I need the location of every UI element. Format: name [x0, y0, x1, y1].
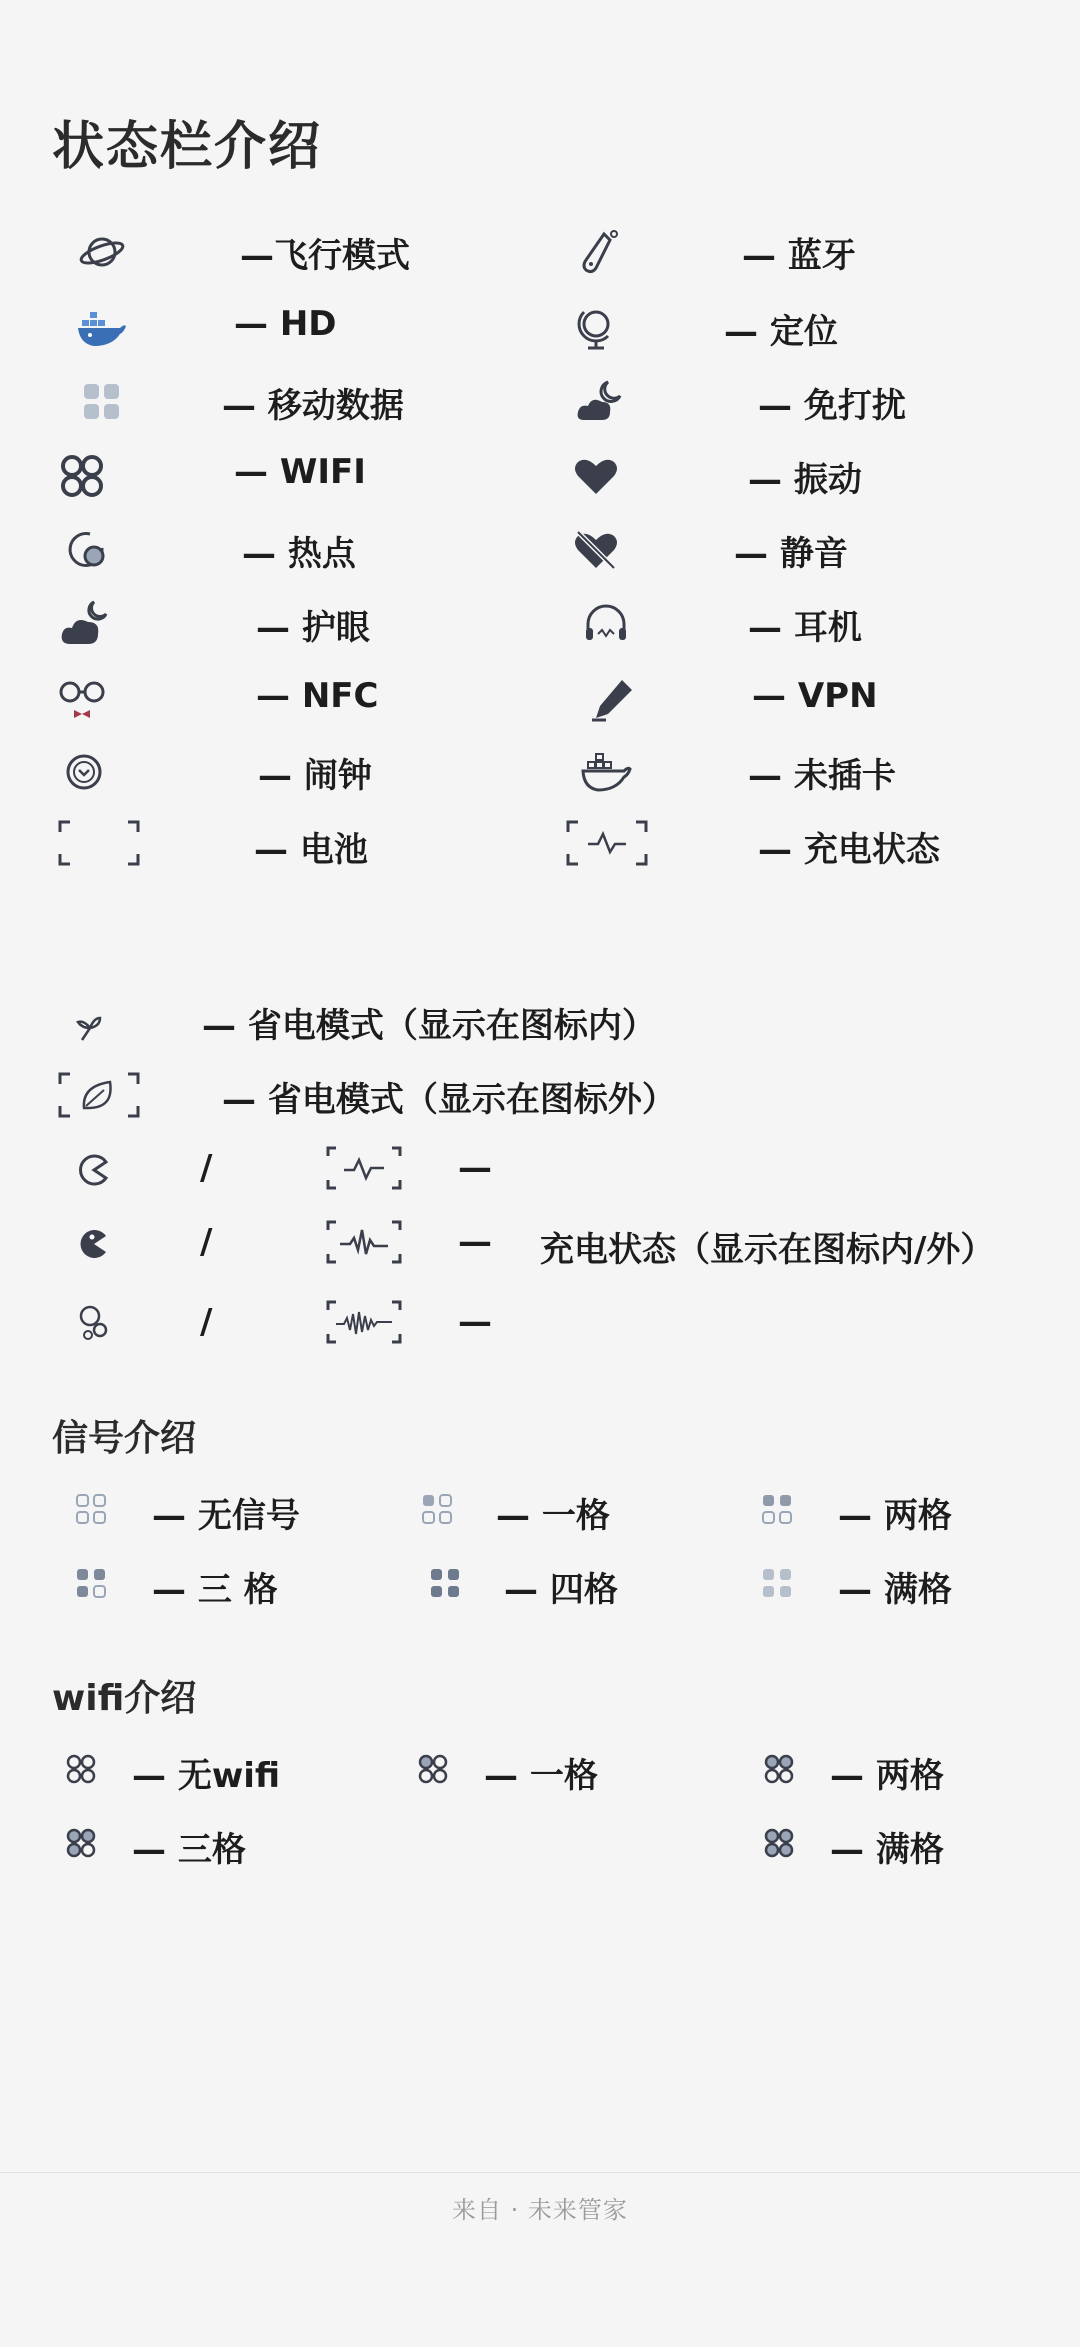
no-sim-docker-icon — [580, 746, 632, 798]
mobile-data-icon — [76, 376, 128, 428]
hotspot-label: — 热点 — [242, 534, 356, 574]
signal-none-icon — [74, 1492, 108, 1526]
wifi-two-bars-icon — [762, 1752, 796, 1786]
dnd-label: — 免打扰 — [758, 386, 906, 426]
charging-wave-frame-icon — [326, 1300, 402, 1344]
wifi-full-label: — 满格 — [830, 1830, 944, 1870]
signal-one-bar-icon — [420, 1492, 454, 1526]
wifi-one-bar-label: — 一格 — [484, 1756, 598, 1796]
vpn-label: — VPN — [752, 676, 878, 716]
signal-full-icon — [760, 1566, 794, 1600]
charging-pulse-frame-icon — [326, 1146, 402, 1190]
dash-separator: — — [458, 1302, 492, 1342]
signal-section-title: 信号介绍 — [52, 1418, 197, 1459]
flask-icon — [574, 226, 626, 278]
wifi-full-icon — [762, 1826, 796, 1860]
wifi-label: — WIFI — [234, 452, 366, 492]
mobile-data-label: — 移动数据 — [222, 386, 404, 426]
wifi-one-bar-icon — [416, 1752, 450, 1786]
hd-label: — HD — [234, 304, 337, 344]
slash-separator: / — [200, 1148, 213, 1188]
charging-frame-icon — [566, 820, 648, 866]
charging-label: — 充电状态 — [758, 830, 940, 870]
location-label: — 定位 — [724, 312, 838, 352]
wifi-none-label: — 无wifi — [132, 1756, 281, 1796]
wifi-section-title: wifi介绍 — [52, 1678, 197, 1719]
battery-frame-icon — [58, 820, 140, 866]
battery-label: — 电池 — [254, 830, 368, 870]
heart-icon — [570, 450, 622, 502]
pacman-filled-icon — [76, 1226, 112, 1262]
headphones-icon — [580, 598, 632, 650]
mute-label: — 静音 — [734, 534, 848, 574]
vibrate-label: — 振动 — [748, 460, 862, 500]
nfc-glasses-icon — [56, 674, 108, 726]
leaf-frame-icon — [58, 1072, 140, 1118]
slash-separator: / — [200, 1222, 213, 1262]
wifi-two-bars-label: — 两格 — [830, 1756, 944, 1796]
signal-one-bar-label: — 一格 — [496, 1496, 610, 1536]
dash-separator: — — [458, 1148, 492, 1188]
alarm-label: — 闹钟 — [258, 756, 372, 796]
dash-separator: — — [458, 1222, 492, 1262]
footer-divider — [0, 2172, 1080, 2173]
heart-off-icon — [570, 524, 622, 576]
wifi-three-bars-icon — [64, 1826, 98, 1860]
charging-ecg-frame-icon — [326, 1220, 402, 1264]
signal-none-label: — 无信号 — [152, 1496, 300, 1536]
wifi-icon — [56, 450, 108, 502]
charging-state-label: 充电状态（显示在图标内/外） — [540, 1230, 995, 1270]
pacman-outline-icon — [76, 1152, 112, 1188]
alarm-clock-icon — [58, 746, 110, 798]
slash-separator: / — [200, 1302, 213, 1342]
eye-care-moon-cloud-icon — [60, 598, 112, 650]
footer-credit[interactable]: 来自 · 未来管家 — [452, 2196, 628, 2224]
signal-three-bars-label: — 三 格 — [152, 1570, 278, 1610]
signal-three-bars-icon — [74, 1566, 108, 1600]
planet-icon — [76, 226, 128, 278]
globe-icon — [570, 302, 622, 354]
wifi-none-icon — [64, 1752, 98, 1786]
bluetooth-label: — 蓝牙 — [742, 236, 856, 276]
sprout-icon — [72, 1010, 106, 1044]
signal-full-label: — 满格 — [838, 1570, 952, 1610]
power-saver-outside-label: — 省电模式（显示在图标外） — [222, 1080, 676, 1120]
bubbles-icon — [76, 1302, 112, 1342]
docker-whale-icon — [76, 302, 128, 354]
airplane-mode-label: —飞行模式 — [240, 236, 410, 276]
page-title: 状态栏介绍 — [52, 117, 323, 177]
hotspot-icon — [60, 524, 112, 576]
headphones-label: — 耳机 — [748, 608, 862, 648]
no-sim-label: — 未插卡 — [748, 756, 896, 796]
signal-two-bars-label: — 两格 — [838, 1496, 952, 1536]
moon-cloud-icon — [574, 376, 626, 428]
pen-icon — [586, 674, 638, 726]
wifi-three-bars-label: — 三格 — [132, 1830, 246, 1870]
signal-four-bars-icon — [428, 1566, 462, 1600]
eye-care-label: — 护眼 — [256, 608, 370, 648]
signal-two-bars-icon — [760, 1492, 794, 1526]
signal-four-bars-label: — 四格 — [504, 1570, 618, 1610]
power-saver-inside-label: — 省电模式（显示在图标内） — [202, 1006, 656, 1046]
nfc-label: — NFC — [256, 676, 379, 716]
